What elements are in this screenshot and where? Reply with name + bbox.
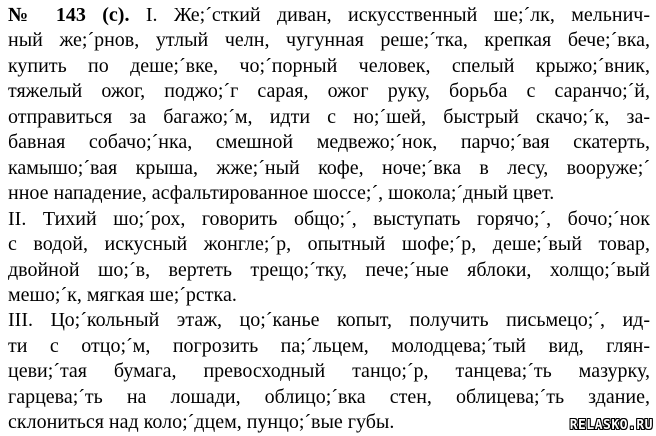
text-line: тяжелый ожог, поджо;´г сарая, ожог руку, борьба с саранчо;´й, xyxy=(8,80,650,103)
text-line: мешо;´к, мягкая ше;´рстка. xyxy=(8,283,237,306)
text-line: гарцева;´ть на лошади, облицо;´вка стен, облицева;´ть здание, xyxy=(8,385,650,408)
exercise-number: № 143 (с). xyxy=(8,4,130,26)
text-line: бавная собачо;´нка, смешной медвежо;´нок, парчо;´вая скатерть, xyxy=(8,131,650,154)
exercise-text xyxy=(8,3,650,436)
text-line xyxy=(8,3,650,28)
text-line: с водой, искусный жонгле;´р, опытный шофе;´р, деше;´вый товар, xyxy=(8,233,650,256)
text-line: двойной шо;´в, вертеть трещо;´тку, пече;´ные яблоки, холщо;´вый xyxy=(8,258,650,281)
text-line-content: I. Же;´сткий диван, искусственный ше;´лк, мельнич- xyxy=(145,4,651,26)
text-line: склониться над коло;´дцем, пунцо;´вые губы. xyxy=(8,411,395,434)
watermark: RELASKO.RU xyxy=(569,418,653,433)
text-line: ти с отцо;´м, погрозить па;´льцем, молодцева;´тый вид, глян- xyxy=(8,334,650,357)
text-line: камышо;´вая крыша, жже;´ный кофе, ноче;´вка в лесу, вооруже;´ xyxy=(8,156,650,179)
text-line: III. Цо;´кольный этаж, цо;´канье копыт, получить письмецо;´, ид- xyxy=(8,309,650,332)
text-line: II. Тихий шо;´рох, говорить общо;´, выступать горячо;´, бочо;´нок xyxy=(8,207,650,230)
text-line: ный же;´рнов, утлый челн, чугунная реше;´тка, крепкая бече;´вка, xyxy=(8,29,650,52)
text-line: цеви;´тая бумага, превосходный танцо;´р, танцева;´ть мазурку, xyxy=(8,360,650,383)
text-line: отправиться за багажо;´м, идти с но;´шей, быстрый скачо;´к, за- xyxy=(8,105,650,128)
text-line: купить по деше;´вке, чо;´порный человек, спелый крыжо;´вник, xyxy=(8,54,650,77)
text-line: нное нападение, асфальтированное шоссе;´, шокола;´дный цвет. xyxy=(8,182,555,205)
